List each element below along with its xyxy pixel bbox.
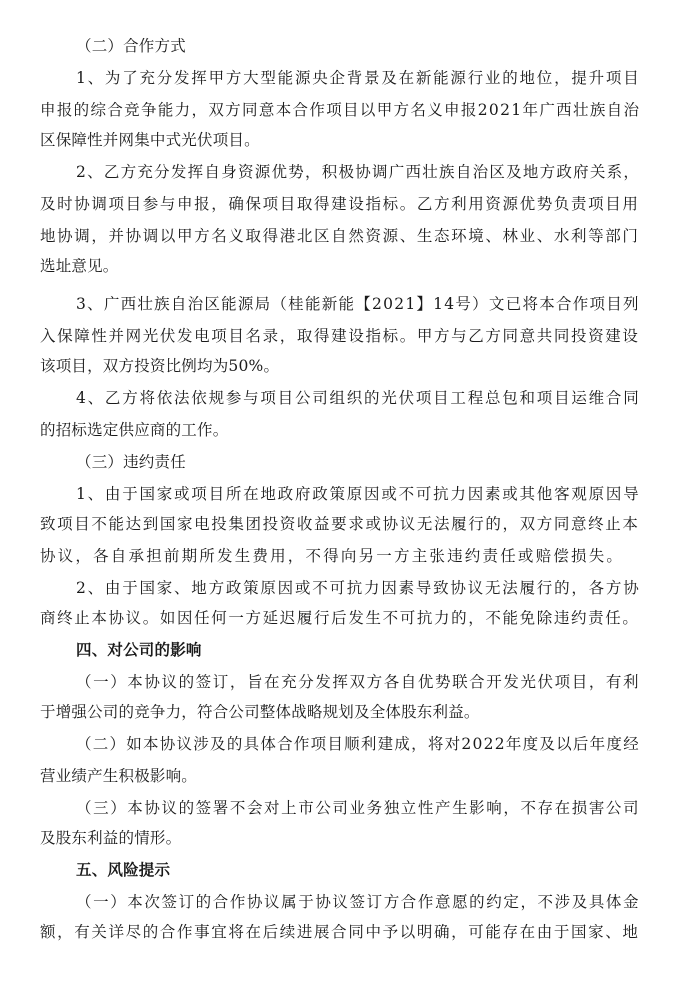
paragraph-line: 该项目，双方投资比例均为50%。 xyxy=(40,357,280,375)
paragraph-line: 地协调，并协调以甲方名义取得港北区自然资源、生态环境、林业、水利等部门 xyxy=(40,227,640,245)
section-heading-cooperation-method: （二）合作方式 xyxy=(76,37,186,55)
paragraph-line: 4、乙方将依法依规参与项目公司组织的光伏项目工程总包和项目运维合同 xyxy=(76,389,641,407)
paragraph-line: 3、广西壮族自治区能源局（桂能新能【2021】14号）文已将本合作项目列 xyxy=(76,295,640,313)
paragraph-line: 及时协调项目参与申报，确保项目取得建设指标。乙方利用资源优势负责项目用 xyxy=(40,195,640,213)
paragraph-line: （一）本次签订的合作协议属于协议签订方合作意愿的约定，不涉及具体金 xyxy=(76,893,641,911)
paragraph-line: 选址意见。 xyxy=(40,257,119,275)
paragraph-line: 的招标选定供应商的工作。 xyxy=(40,421,229,439)
paragraph-line: 1、为了充分发挥甲方大型能源央企背景及在新能源行业的地位，提升项目 xyxy=(76,69,641,87)
paragraph-line: （二）如本协议涉及的具体合作项目顺利建成，将对2022年度及以后年度经 xyxy=(76,735,640,753)
paragraph-line: 致项目不能达到国家电投集团投资收益要求或协议无法履行的，双方同意终止本 xyxy=(40,515,640,533)
paragraph-line: （三）本协议的签署不会对上市公司业务独立性产生影响，不存在损害公司 xyxy=(76,799,641,817)
paragraph-line: 于增强公司的竞争力，符合公司整体战略规划及全体股东利益。 xyxy=(40,703,480,721)
section-heading-risk-warning: 五、风险提示 xyxy=(76,861,171,879)
paragraph-line: （一）本协议的签订，旨在充分发挥双方各自优势联合开发光伏项目，有利 xyxy=(76,673,641,691)
paragraph-line: 1、由于国家或项目所在地政府政策原因或不可抗力因素或其他客观原因导 xyxy=(76,485,641,503)
paragraph-line: 2、乙方充分发挥自身资源优势，积极协调广西壮族自治区及地方政府关系， xyxy=(76,163,641,181)
paragraph-line: 商终止本协议。如因任何一方延迟履行后发生不可抗力的，不能免除违约责任。 xyxy=(40,609,640,627)
section-heading-breach-liability: （三）违约责任 xyxy=(76,453,186,471)
paragraph-line: 及股东利益的情形。 xyxy=(40,829,182,847)
section-heading-company-impact: 四、对公司的影响 xyxy=(76,641,202,659)
paragraph-line: 营业绩产生积极影响。 xyxy=(40,767,198,785)
paragraph-line: 额，有关详尽的合作事宜将在后续进展合同中予以明确，可能存在由于国家、地 xyxy=(40,923,640,941)
paragraph-line: 区保障性并网集中式光伏项目。 xyxy=(40,131,260,149)
paragraph-line: 入保障性并网光伏发电项目名录，取得建设指标。甲方与乙方同意共同投资建设 xyxy=(40,327,640,345)
paragraph-line: 2、由于国家、地方政策原因或不可抗力因素导致协议无法履行的，各方协 xyxy=(76,579,641,597)
paragraph-line: 协议，各自承担前期所发生费用，不得向另一方主张违约责任或赔偿损失。 xyxy=(40,547,625,565)
paragraph-line: 申报的综合竞争能力，双方同意本合作项目以甲方名义申报2021年广西壮族自治 xyxy=(40,101,641,119)
